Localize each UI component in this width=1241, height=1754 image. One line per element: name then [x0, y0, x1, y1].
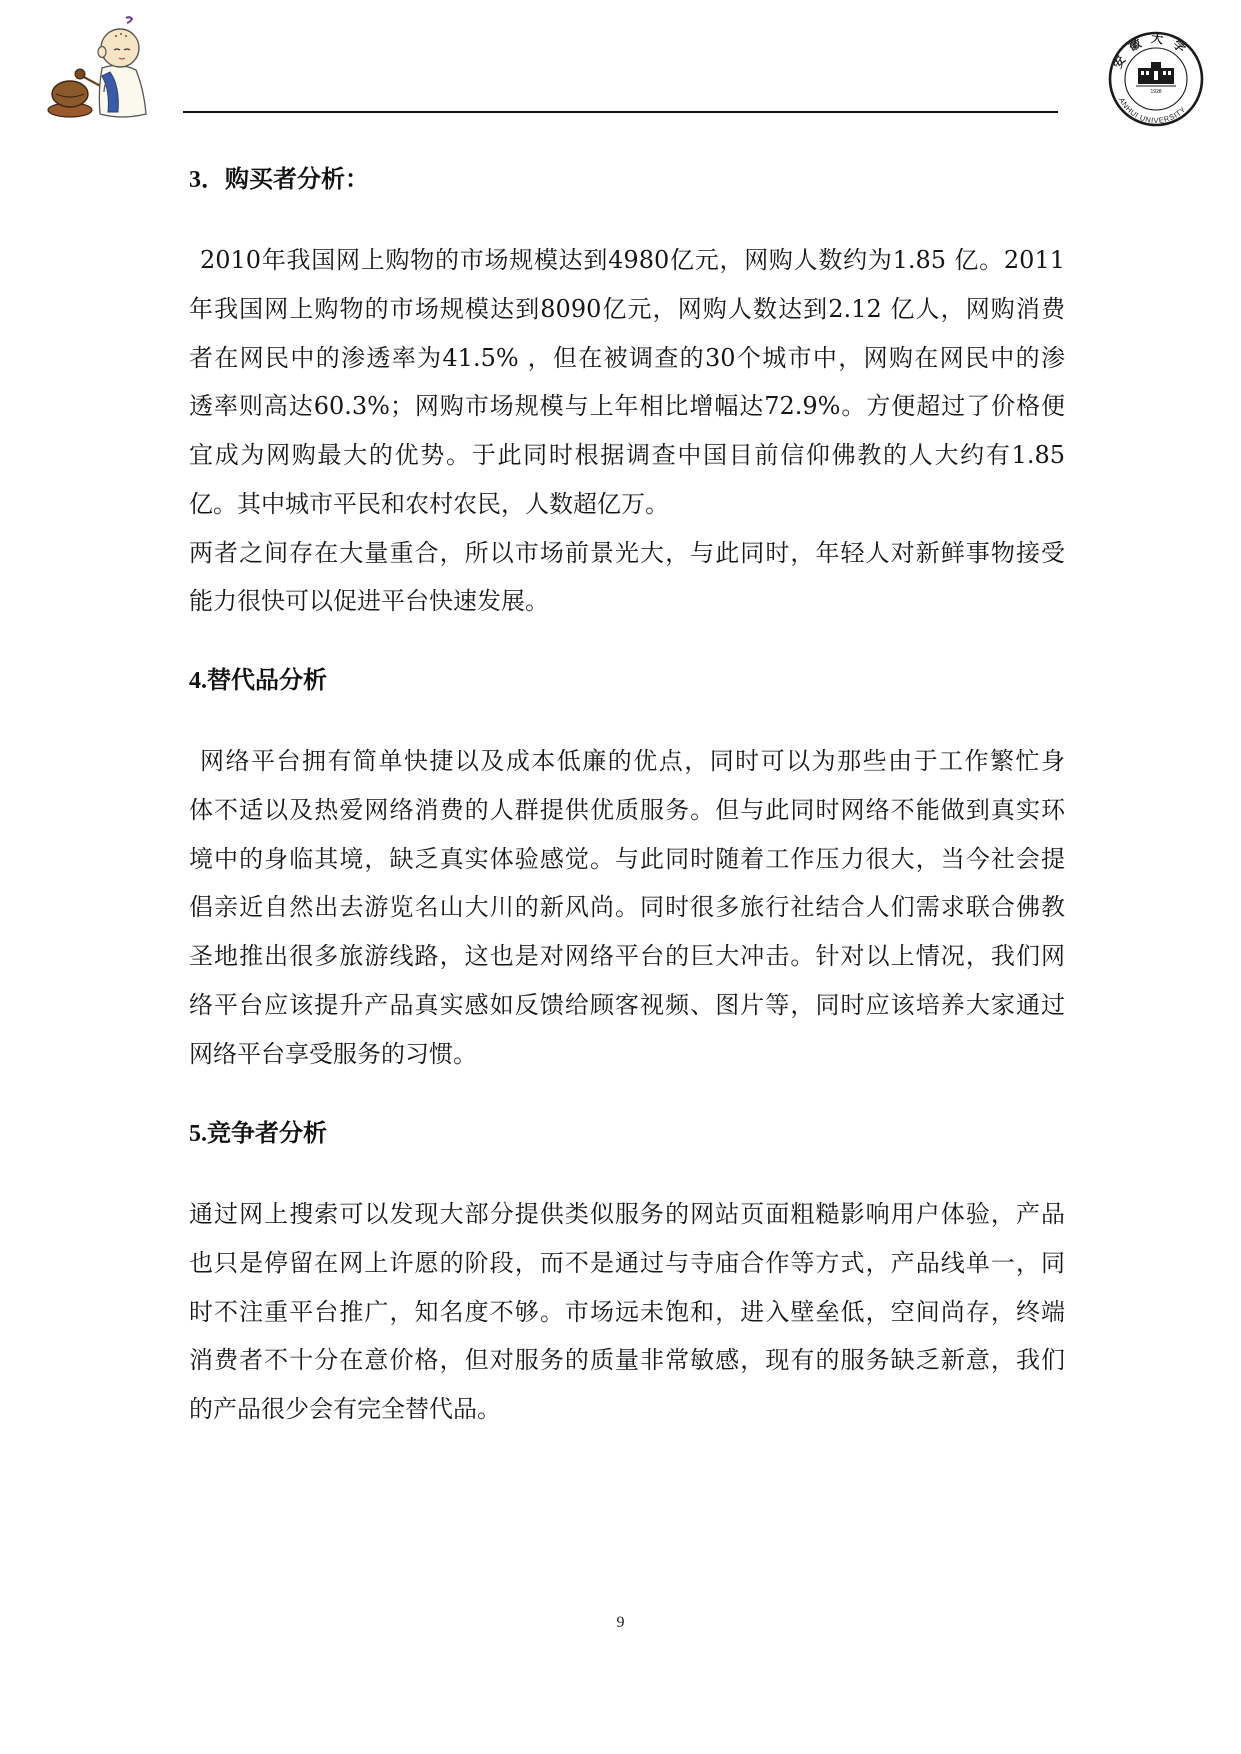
- text-line: 年我国网上购物的市场规模达到8090亿元，网购人数达到2.12 亿人，网购消费: [189, 294, 1065, 323]
- text-line: 2010年我国网上购物的市场规模达到4980亿元，网购人数约为1.85 亿。2011: [200, 246, 1065, 274]
- text-line: 也只是停留在网上许愿的阶段，而不是通过与寺庙合作等方式，产品线单一，同: [189, 1248, 1065, 1277]
- text-line: 圣地推出很多旅游线路，这也是对网络平台的巨大冲击。针对以上情况，我们网: [189, 942, 1065, 970]
- text-line: 通过网上搜索可以发现大部分提供类似服务的网站页面粗糙影响用户体验，产品: [189, 1200, 1065, 1228]
- section-heading-buyers: 3．购买者分析：: [189, 167, 369, 193]
- seal-en-text: ANHUI UNIVERSITY: [1117, 96, 1188, 126]
- text-line: 消费者不十分在意价格，但对服务的质量非常敏感，现有的服务缺乏新意，我们: [189, 1346, 1065, 1375]
- text-line: 两者之间存在大量重合，所以市场前景光大，与此同时，年轻人对新鲜事物接受: [189, 538, 1065, 567]
- text-line: 境中的身临其境，缺乏真实体验感觉。与此同时随着工作压力很大，当今社会提: [189, 844, 1065, 873]
- text-line: 能力很快可以促进平台快速发展。: [189, 587, 549, 616]
- text-line: 者在网民中的渗透率为41.5% ，但在被调查的30个城市中，网购在网民中的渗: [189, 343, 1065, 372]
- text-line: 宜成为网购最大的优势。于此同时根据调查中国目前信仰佛教的人大约有1.85: [189, 441, 1065, 469]
- text-line: 的产品很少会有完全替代品。: [189, 1395, 501, 1423]
- text-line: 络平台应该提升产品真实感如反馈给顾客视频、图片等，同时应该培养大家通过: [189, 990, 1065, 1019]
- anhui-university-seal-icon: [1107, 30, 1205, 128]
- text-line: 时不注重平台推广，知名度不够。市场远未饱和，进入壁垒低，空间尚存，终端: [189, 1297, 1065, 1326]
- text-line: 透率则高达60.3%；网购市场规模与上年相比增幅达72.9%。方便超过了价格便: [189, 392, 1065, 421]
- text-line: 网络平台享受服务的习惯。: [189, 1039, 477, 1068]
- text-line: 体不适以及热爱网络消费的人群提供优质服务。但与此同时网络不能做到真实环: [189, 795, 1065, 824]
- text-line: 网络平台拥有简单快捷以及成本低廉的优点，同时可以为那些由于工作繁忙身: [200, 747, 1065, 775]
- paragraph-buyers: [189, 236, 1065, 626]
- text-line: 倡亲近自然出去游览名山大川的新风尚。同时很多旅行社结合人们需求联合佛教: [189, 893, 1065, 922]
- monk-cartoon-icon: [46, 12, 152, 124]
- paragraph-substitutes: [189, 737, 1065, 1078]
- section-heading-competitors: 5.竞争者分析: [189, 1121, 327, 1147]
- seal-year: 1928: [1150, 89, 1162, 95]
- paragraph-competitors: [189, 1190, 1065, 1434]
- seal-cn-text: 安徽大学: [1110, 30, 1196, 71]
- section-heading-substitutes: 4.替代品分析: [189, 668, 327, 694]
- text-line: 亿。其中城市平民和农村农民，人数超亿万。: [189, 489, 669, 518]
- header-rule: [183, 111, 1058, 113]
- page-number: 9: [616, 1614, 625, 1631]
